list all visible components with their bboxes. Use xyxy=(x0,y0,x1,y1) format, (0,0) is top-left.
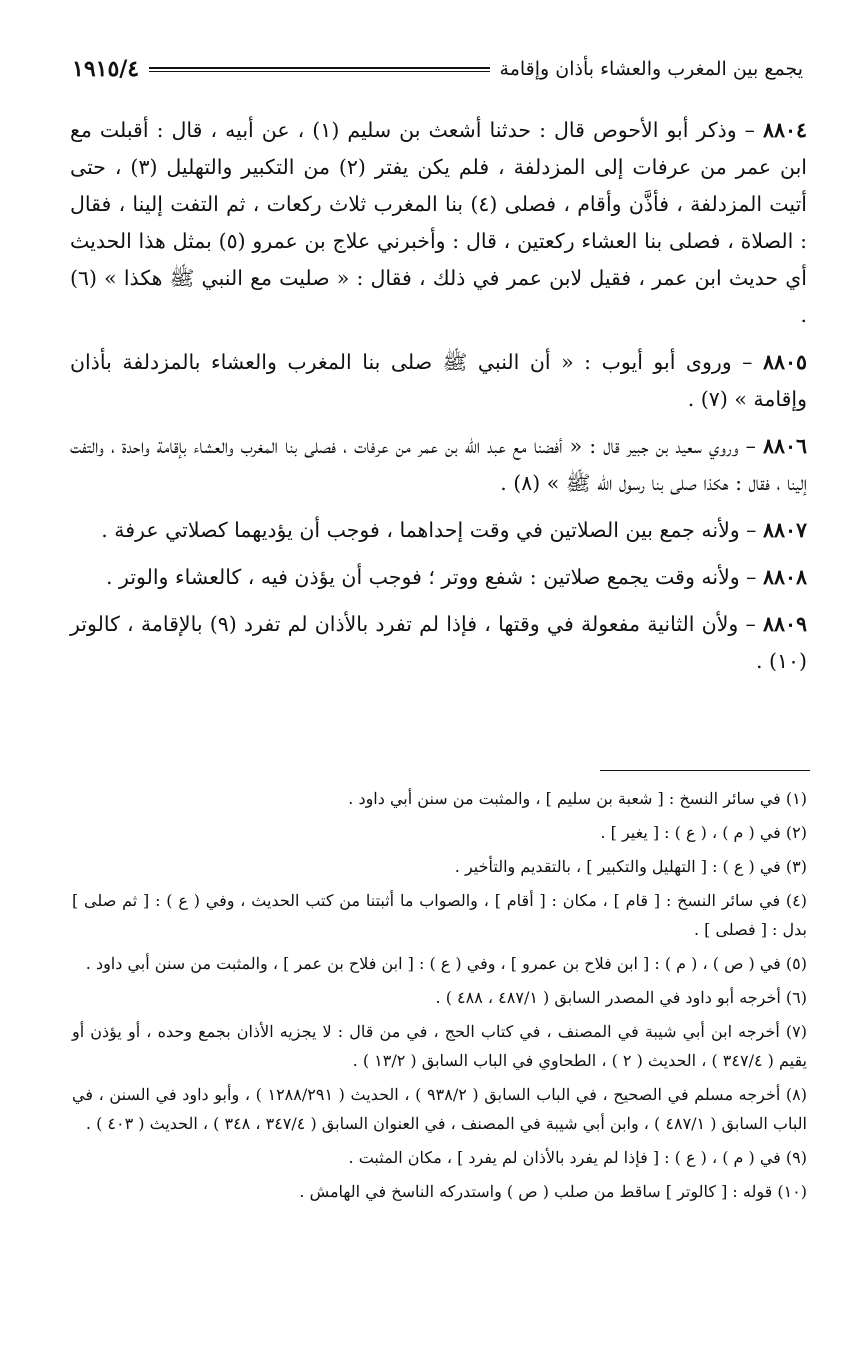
footnote: (٨) أخرجه مسلم في الصحيح ، في الباب السابق ( ٩٣٨/٢ ) ، الحديث ( ١٢٨٨/٢٩١ ) ، وأبو داود في السنن ، في الباب السابق ( ٤٨٧/١ ) ، وابن أبي شيبة في المصنف ، في العنوان السابق ( ٣٤٧/٤ ، ٣٤٨ ) ، الحديث ( ٤٠٣ ) . xyxy=(72,1085,807,1133)
paragraph xyxy=(70,344,807,418)
paragraph xyxy=(70,559,807,596)
footnote: (٤) في سائر النسخ : [ قام ] ، مكان : [ أقام ] ، والصواب ما أثبتنا من كتب الحديث ، وفي ( ع ) : [ ثم صلى ] بدل : [ فصلى ] . xyxy=(72,891,807,939)
page-number: ١٩١٥/٤ xyxy=(72,56,140,82)
paragraph-number: ٨٨٠٨ xyxy=(762,565,807,589)
header-title: يجمع بين المغرب والعشاء بأذان وإقامة xyxy=(499,58,803,80)
paragraph-number: ٨٨٠٩ xyxy=(762,612,807,636)
paragraph-number: ٨٨٠٧ xyxy=(762,518,807,542)
main-text xyxy=(70,112,807,690)
paragraph-text: – وذكر أبو الأحوص قال : حدثنا أشعث بن سليم (١) ، عن أبيه ، قال : أقبلت مع ابن عمر من عرفات إلى المزدلفة ، فلم يكن يفتر (٢) من التكبير والتهليل (٣) ، حتى أتيت المزدلفة ، فأذَّن وأقام ، فصلى (٤) بنا المغرب ثلاث ركعات ، ثم التفت إلينا ، فقال : الصلاة ، فصلى بنا العشاء ركعتين ، قال : وأخبرني علاج بن عمرو (٥) بمثل هذا الحديث أي حديث ابن عمر ، فقيل لابن عمر في ذلك ، فقال : « صليت مع النبي ﷺ هكذا » (٦) . xyxy=(70,118,807,327)
paragraph xyxy=(70,606,807,680)
paragraph-text: – وروي سعيد بن جبير قال : « أفضنا مع عبد الله بن عمر من عرفات ، فصلى بنا المغرب والعشاء بإقامة واحدة ، والتفت إلينا ، فقال : هكذا صلى بنا رسول الله ﷺ » (٨) . xyxy=(70,434,807,495)
paragraph xyxy=(70,512,807,549)
footnote: (٧) أخرجه ابن أبي شيبة في المصنف ، في كتاب الحج ، في من قال : لا يجزيه الأذان بجمع وحده ، أو يؤذن أو يقيم ( ٣٤٧/٤ ) ، الحديث ( ٢ ) ، الطحاوي في الباب السابق ( ١٣/٢ ) . xyxy=(72,1022,807,1070)
footnotes xyxy=(72,784,807,1211)
paragraph-text: – ولأن الثانية مفعولة في وقتها ، فإذا لم تفرد بالأذان لم تفرد (٩) بالإقامة ، كالوتر (١٠) . xyxy=(70,612,807,673)
footnote: (٦) أخرجه أبو داود في المصدر السابق ( ٤٨٧/١ ، ٤٨٨ ) . xyxy=(435,988,807,1007)
paragraph xyxy=(70,428,807,502)
running-header xyxy=(72,52,803,86)
paragraph-number: ٨٨٠٤ xyxy=(762,118,807,142)
paragraph-text: – ولأنه جمع بين الصلاتين في وقت إحداهما ، فوجب أن يؤديهما كصلاتي عرفة . xyxy=(101,518,763,542)
paragraph-number: ٨٨٠٥ xyxy=(762,350,807,374)
header-rule xyxy=(149,67,489,72)
paragraph-text: – وروى أبو أيوب : « أن النبي ﷺ صلى بنا المغرب والعشاء بالمزدلفة بأذان وإقامة » (٧) . xyxy=(70,350,807,411)
paragraph-number: ٨٨٠٦ xyxy=(762,434,807,458)
footnote: (٥) في ( ص ) ، ( م ) : [ ابن فلاح بن عمرو ] ، وفي ( ع ) : [ ابن فلاح بن عمر ] ، والمثبت من سنن أبي داود . xyxy=(85,954,807,973)
paragraph-text: – ولأنه وقت يجمع صلاتين : شفع ووتر ؛ فوجب أن يؤذن فيه ، كالعشاء والوتر . xyxy=(105,565,763,589)
footnote: (١) في سائر النسخ : [ شعبة بن سليم ] ، والمثبت من سنن أبي داود . xyxy=(348,789,807,808)
footnote: (٢) في ( م ) ، ( ع ) : [ يغير ] . xyxy=(600,823,807,842)
paragraph xyxy=(70,112,807,334)
footnote-separator xyxy=(600,770,810,771)
footnote: (٣) في ( ع ) : [ التهليل والتكبير ] ، بالتقديم والتأخير . xyxy=(454,857,807,876)
footnote: (١٠) قوله : [ كالوتر ] ساقط من صلب ( ص ) واستدركه الناسخ في الهامش . xyxy=(299,1182,807,1201)
footnote: (٩) في ( م ) ، ( ع ) : [ فإذا لم يفرد بالأذان لم يفرد ] ، مكان المثبت . xyxy=(348,1148,807,1167)
